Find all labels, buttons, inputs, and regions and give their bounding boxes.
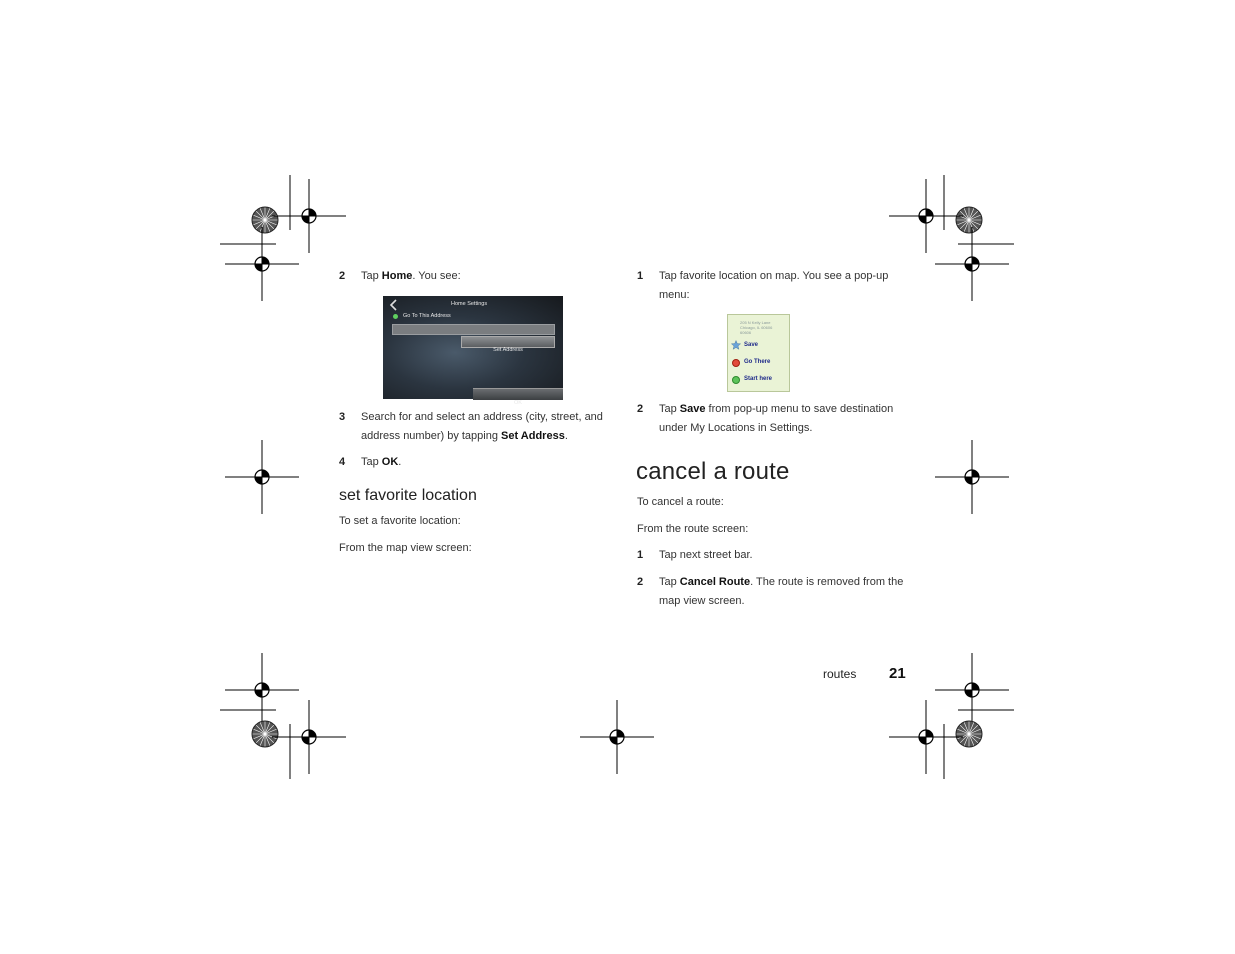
crosshair-registration-mark-icon — [935, 440, 1009, 514]
paragraph: To cancel a route: — [637, 496, 724, 508]
go-to-address-label: Go To This Address — [403, 313, 451, 319]
crosshair-registration-mark-icon — [225, 440, 299, 514]
popup-address: Chicago, IL 60606 — [740, 325, 773, 330]
step-text: Tap next street bar. — [659, 549, 753, 561]
crosshair-registration-mark-icon — [935, 227, 1009, 301]
green-dot-icon — [393, 314, 398, 319]
address-field — [392, 324, 555, 335]
screenshot-title: Home Settings — [451, 301, 488, 307]
crosshair-registration-mark-icon — [272, 179, 346, 253]
step-3-search-address — [339, 408, 619, 448]
popup-address: 205 N Kelly Lane — [740, 320, 771, 325]
step-number: 1 — [637, 270, 644, 282]
popup-start-here-item: Start here — [744, 376, 773, 382]
popup-go-there-item: Go There — [744, 359, 771, 365]
popup-menu-screenshot — [727, 314, 790, 392]
crosshair-registration-mark-icon — [272, 700, 346, 774]
crosshair-registration-mark-icon — [889, 700, 963, 774]
step-number: 2 — [637, 403, 644, 415]
step-text: Tap favorite location on map. You see a pop-up menu: — [659, 270, 889, 301]
crosshair-registration-mark-icon — [225, 653, 299, 727]
page-heading-cancel-a-route: cancel a route — [636, 458, 790, 485]
paragraph: From the map view screen: — [339, 542, 472, 554]
set-address-button: Set Address — [461, 336, 555, 348]
crosshair-registration-mark-icon — [889, 179, 963, 253]
step-1-tap-favorite — [637, 267, 917, 307]
paragraph: To set a favorite location: — [339, 515, 461, 527]
footer-section-name: routes — [823, 667, 857, 681]
starburst-registration-mark-icon — [252, 207, 278, 233]
step-number: 2 — [339, 270, 346, 282]
step-text: Search for and select an address (city, street, and address number) by tapping Set Address. — [361, 411, 603, 442]
step-text: Tap Save from pop-up menu to save destination under My Locations in Settings. — [659, 403, 894, 434]
step-number: 1 — [637, 549, 644, 561]
crosshair-registration-mark-icon — [225, 227, 299, 301]
step-2-tap-cancel-route — [637, 573, 917, 613]
ok-button: OK — [473, 388, 563, 400]
step-2-tap-save — [637, 400, 917, 440]
step-number: 3 — [339, 411, 346, 423]
paragraph: From the route screen: — [637, 523, 749, 535]
starburst-registration-mark-icon — [252, 721, 278, 747]
section-heading-set-favorite-location: set favorite location — [339, 487, 477, 504]
crosshair-registration-mark-icon — [935, 653, 1009, 727]
star-icon — [731, 340, 741, 350]
go-there-icon — [732, 359, 740, 367]
step-text: Tap Cancel Route. The route is removed from the map view screen. — [659, 576, 904, 607]
step-number: 4 — [339, 456, 346, 468]
popup-save-item: Save — [744, 342, 759, 348]
starburst-registration-mark-icon — [956, 207, 982, 233]
step-text: Tap Home. You see: — [361, 270, 461, 282]
page-number: 21 — [889, 665, 906, 682]
crosshair-registration-mark-icon — [580, 700, 654, 774]
step-text: Tap OK. — [361, 456, 402, 468]
starburst-registration-mark-icon — [956, 721, 982, 747]
back-arrow-icon — [389, 299, 399, 311]
home-settings-screenshot — [383, 296, 563, 406]
popup-address: 60606 — [740, 330, 752, 335]
step-number: 2 — [637, 576, 644, 588]
start-here-icon — [732, 376, 740, 384]
